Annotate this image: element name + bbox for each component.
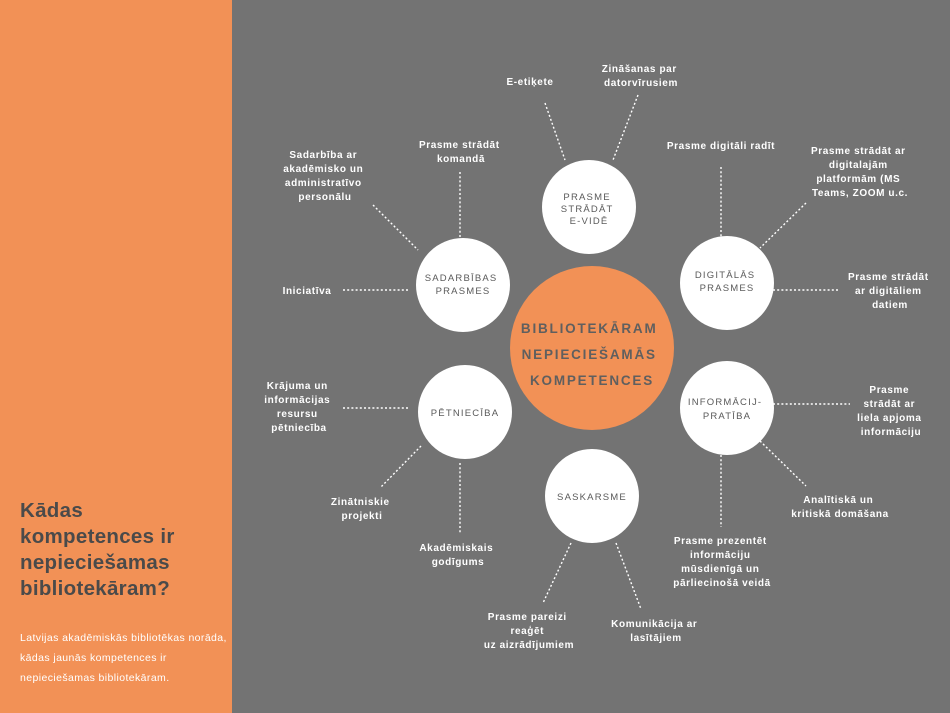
leaf-prezentet-line-2: informāciju bbox=[690, 550, 751, 561]
leaf-platformas-line-4: Teams, ZOOM u.c. bbox=[811, 188, 909, 199]
leaf-reaget-line-2: reaģēt bbox=[510, 626, 545, 637]
node-digitalas-line-1: DIGITĀLĀS bbox=[694, 270, 756, 281]
center-label-line-1: BIBLIOTEKĀRAM bbox=[520, 321, 658, 336]
leaf-platformas bbox=[811, 146, 909, 199]
leaf-prezentet-line-4: pārliecinošā veidā bbox=[673, 578, 771, 589]
leaf-liela-apjoma-line-4: informāciju bbox=[860, 427, 922, 438]
leaf-prezentet-line-1: Prasme prezentēt bbox=[673, 536, 767, 547]
node-saskarsme-line-1: SASKARSME bbox=[557, 492, 627, 503]
leaf-krajuma-line-4: pētniecība bbox=[271, 423, 327, 434]
node-digitalas-line-2: PRASMES bbox=[699, 283, 755, 294]
node-evide-line-2: STRĀDĀT bbox=[560, 204, 614, 215]
node-saskarsme-label bbox=[557, 492, 627, 503]
center-label-line-3: KOMPETENCES bbox=[529, 373, 655, 388]
connector-datorvirusiem bbox=[613, 95, 638, 160]
center-label bbox=[521, 321, 663, 388]
connector-reaget bbox=[543, 543, 571, 603]
leaf-e-etikete bbox=[506, 77, 553, 88]
leaf-e-etikete-line-1: E-etiķete bbox=[506, 77, 554, 88]
leaf-godigums-line-1: Akadēmiskais bbox=[419, 543, 494, 554]
leaf-komanda-line-2: komandā bbox=[436, 154, 486, 165]
leaf-zinasanas-line-2: datorvīrusiem bbox=[604, 78, 678, 89]
leaf-analitiska bbox=[791, 495, 888, 520]
connector-projekti bbox=[380, 446, 421, 488]
leaf-reaget bbox=[484, 612, 574, 651]
leaf-godigums bbox=[419, 543, 496, 568]
leaf-sadarbiba-personalu-line-3: administratīvo bbox=[284, 178, 362, 189]
leaf-prezentet bbox=[673, 536, 771, 589]
leaf-platformas-line-1: Prasme strādāt ar bbox=[810, 146, 906, 157]
node-petnieciba-label bbox=[431, 408, 500, 419]
node-petnieciba-line-1: PĒTNIECĪBA bbox=[430, 408, 500, 419]
leaf-digitaliem-datiem-line-3: datiem bbox=[872, 300, 908, 311]
node-informacijpratiba-line-2: PRATĪBA bbox=[702, 411, 752, 422]
node-sadarbibas-line-1: SADARBĪBAS bbox=[424, 273, 498, 284]
leaf-digitaliem-datiem-line-1: Prasme strādāt bbox=[847, 272, 929, 283]
node-informacijpratiba-circle bbox=[680, 361, 774, 455]
leaf-iniciativa-line-1: Iniciatīva bbox=[282, 286, 332, 297]
leaf-sadarbiba-personalu-line-2: akadēmisko un bbox=[283, 164, 364, 175]
leaf-digitaliem-datiem bbox=[848, 272, 932, 311]
page-question-heading: Kādas kompetences ir nepieciešamas bibliotekāram? bbox=[20, 499, 175, 600]
leaf-iniciativa bbox=[283, 286, 332, 297]
leaf-digitaliem-datiem-line-2: ar digitāliem bbox=[854, 286, 922, 297]
leaf-analitiska-line-2: kritiskā domāšana bbox=[791, 509, 889, 520]
connector-e-etikete bbox=[545, 103, 565, 160]
leaf-komanda bbox=[419, 140, 503, 165]
center-label-line-2: NEPIECIEŠAMĀS bbox=[521, 347, 657, 362]
leaf-reaget-line-3: uz aizrādījumiem bbox=[483, 640, 575, 651]
page-description: Latvijas akadēmiskās bibliotēkas norāda, kādas jaunās kompetences ir nepieciešamas bibliotekāram. bbox=[20, 632, 227, 684]
leaf-krajuma bbox=[264, 381, 334, 434]
leaf-komunikacija bbox=[611, 619, 701, 644]
node-sadarbibas-line-2: PRASMES bbox=[435, 286, 491, 297]
leaf-krajuma-line-3: resursu bbox=[276, 409, 318, 420]
leaf-zinasanas-line-1: Zināšanas par bbox=[601, 64, 677, 75]
leaf-reaget-line-1: Prasme pareizi bbox=[487, 612, 567, 623]
leaf-sadarbiba-personalu-line-4: personālu bbox=[298, 192, 352, 203]
leaf-komunikacija-line-2: lasītājiem bbox=[630, 633, 682, 644]
leaf-liela-apjoma-line-2: strādāt ar bbox=[863, 399, 916, 410]
leaf-projekti-line-1: Zinātniskie bbox=[330, 497, 390, 508]
leaf-analitiska-line-1: Analītiskā un bbox=[803, 495, 874, 506]
node-evide-line-1: PRASME bbox=[563, 192, 611, 203]
leaf-zinasanas-datorvirusiem bbox=[602, 64, 680, 89]
leaf-komunikacija-line-1: Komunikācija ar bbox=[611, 619, 698, 630]
leaf-liela-apjoma-line-1: Prasme bbox=[869, 385, 910, 396]
leaf-krajuma-line-1: Krājuma un bbox=[266, 381, 328, 392]
leaf-digitali-radit bbox=[667, 141, 775, 152]
leaf-godigums-line-2: godīgums bbox=[431, 557, 485, 568]
node-evide-line-3: E-VIDĒ bbox=[569, 216, 609, 227]
leaf-platformas-line-3: platformām (MS bbox=[816, 174, 901, 185]
leaf-digitali-radit-line-1: Prasme digitāli radīt bbox=[666, 141, 776, 152]
connector-analitiska bbox=[760, 441, 806, 486]
leaf-sadarbiba-personalu bbox=[283, 150, 366, 203]
leaf-liela-apjoma-line-3: liela apjoma bbox=[857, 413, 922, 424]
leaf-platformas-line-2: digitalajām bbox=[828, 160, 888, 171]
connector-komunikacija bbox=[616, 543, 641, 609]
connector-platformas bbox=[760, 203, 806, 248]
leaf-projekti-line-2: projekti bbox=[341, 511, 383, 522]
leaf-projekti bbox=[331, 497, 393, 522]
leaf-sadarbiba-personalu-line-1: Sadarbība ar bbox=[289, 150, 358, 161]
node-informacijpratiba-line-1: INFORMĀCIJ- bbox=[687, 397, 763, 408]
leaf-krajuma-line-2: informācijas bbox=[264, 395, 331, 406]
node-sadarbibas-circle bbox=[416, 238, 510, 332]
leaf-prezentet-line-3: mūsdienīgā un bbox=[681, 564, 760, 575]
leaf-liela-apjoma bbox=[857, 385, 925, 438]
leaf-komanda-line-1: Prasme strādāt bbox=[418, 140, 500, 151]
connector-sadarbiba-personalu bbox=[373, 205, 418, 250]
